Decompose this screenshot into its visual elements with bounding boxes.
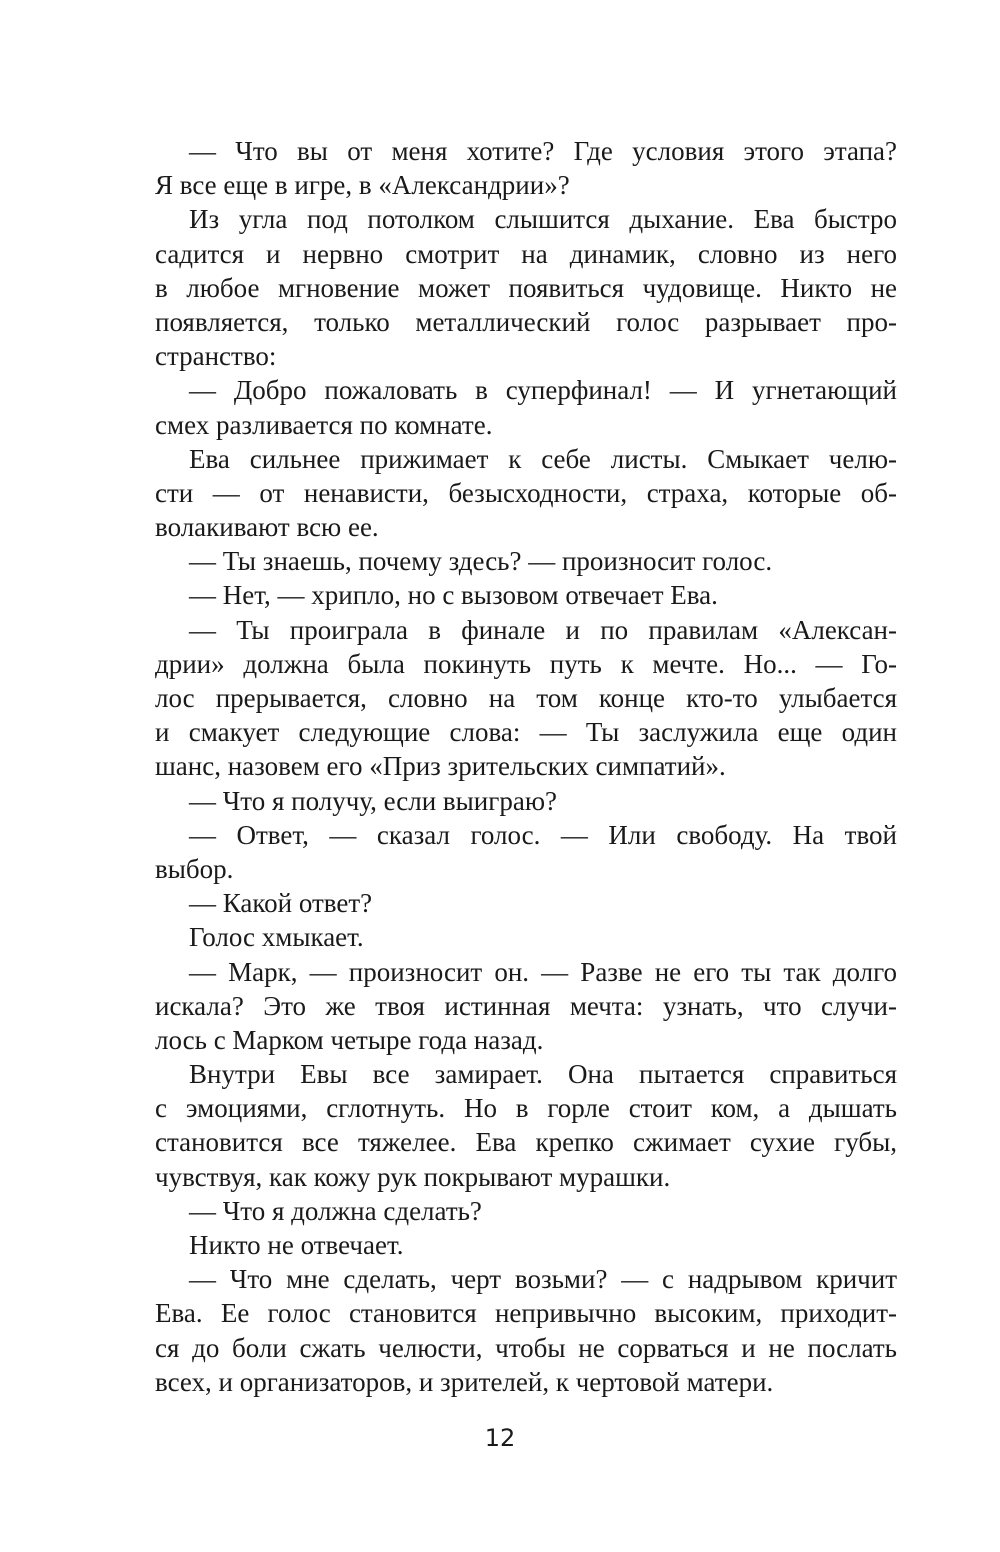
text-line: — Что я получу, если выиграю? [189,785,557,816]
text-line: — Ты проиграла в финале и по правилам «Алексан- [189,614,897,645]
text-line: — Что вы от меня хотите? Где условия этого этапа? [189,136,897,166]
text-line: Ева. Ее голос становится непривычно высоким, приходит- [155,1298,897,1329]
page-number: 12 [484,1424,516,1452]
text-line: дрии» должна была покинуть путь к мечте. Но... — Го- [155,648,897,679]
body-text [155,134,897,1399]
text-line: Никто не отвечает. [189,1230,404,1260]
text-line: лос прерывается, словно на том конце кто-то улыбается [155,683,897,713]
text-line: — Что я должна сделать? [189,1195,482,1226]
text-line: лось с Марком четыре года назад. [155,1024,544,1055]
text-line: волакивают всю ее. [155,512,379,543]
text-line: и смакует следующие слова: — Ты заслужила еще один [155,717,897,748]
text-line: ся до боли сжать челюсти, чтобы не сорваться и не послать [155,1332,897,1363]
text-line: Голос хмыкает. [189,922,364,953]
text-line: Из угла под потолком слышится дыхание. Ева быстро [189,204,897,235]
text-line: становится все тяжелее. Ева крепко сжимает сухие губы, [155,1127,897,1158]
text-line: шанс, назовем его «Приз зрительских симпатий». [155,751,726,782]
text-line: чувствуя, как кожу рук покрывают мурашки. [155,1161,671,1192]
text-line: Ева сильнее прижимает к себе листы. Смыкает челю- [189,443,897,474]
text-line: искала? Это же твоя истинная мечта: узнать, что случи- [155,990,897,1021]
text-line: — Ты знаешь, почему здесь? — произносит голос. [189,546,773,577]
text-line: Внутри Евы все замирает. Она пытается справиться [189,1059,897,1090]
text-line: появляется, только металлический голос разрывает про- [155,306,897,337]
text-line: странство: [155,341,277,372]
text-line: — Ответ, — сказал голос. — Или свободу. На твой [189,819,897,850]
text-line: — Марк, — произносит он. — Разве не его ты так долго [189,956,897,987]
text-line: в любое мгновение может появиться чудовище. Никто не [155,272,897,303]
text-line: — Что мне сделать, черт возьми? — с надрывом кричит [189,1264,897,1295]
text-line: Я все еще в игре, в «Александрии»? [155,170,570,201]
text-line: — Нет, — хрипло, но с вызовом отвечает Ева. [189,580,718,611]
text-line: — Какой ответ? [189,888,373,919]
text-line: — Добро пожаловать в суперфинал! — И угнетающий [189,375,897,406]
text-line: смех разливается по комнате. [155,409,493,440]
text-line: выбор. [155,853,234,884]
text-line: с эмоциями, сглотнуть. Но в горле стоит ком, а дышать [155,1093,897,1124]
text-line: сти — от ненависти, безысходности, страха, которые об- [155,477,897,508]
text-line: всех, и организаторов, и зрителей, к чертовой матери. [155,1366,774,1397]
text-line: садится и нервно смотрит на динамик, словно из него [155,238,897,269]
